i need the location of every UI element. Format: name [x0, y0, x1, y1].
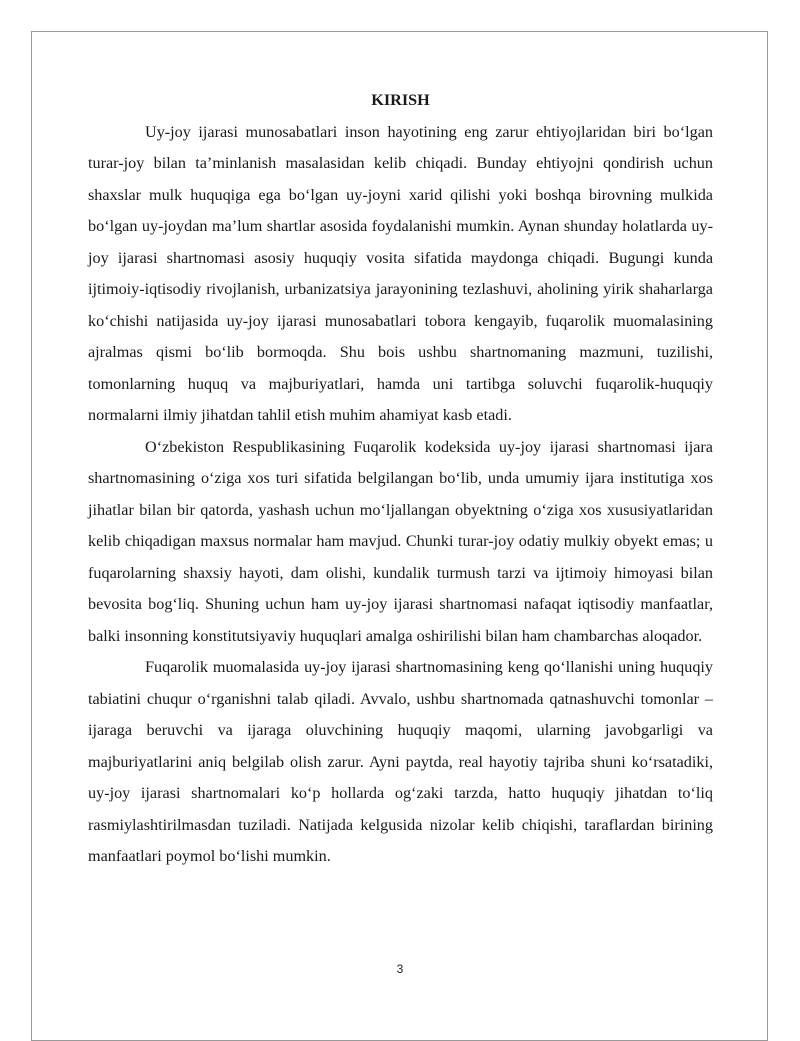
paragraph-1: Uy-joy ijarasi munosabatlari inson hayotining eng zarur ehtiyojlaridan biri bo‘lgan turar-joy bilan ta’minlanish masalasidan kelib chiqadi. Bunday ehtiyojni qondirish uchun shaxslar mulk huquqiga ega bo‘lgan uy-joyni xarid qilishi yoki boshqa birovning mulkida bo‘lgan uy-joydan ma’lum shartlar asosida foydalanishi mumkin. Aynan shunday holatlarda uy-joy ijarasi shartnomasi asosiy huquqiy vosita sifatida maydonga chiqadi. Bugungi kunda ijtimoiy-iqtisodiy rivojlanish, urbanizatsiya jarayonining tezlashuvi, aholining yirik shaharlarga ko‘chishi natijasida uy-joy ijarasi munosabatlari tobora kengayib, fuqarolik muomalasining ajralmas qismi bo‘lib bormoqda. Shu bois ushbu shartnomaning mazmuni, tuzilishi, tomonlarning huquq va majburiyatlari, hamda uni tartibga soluvchi fuqarolik-huquqiy normalarni ilmiy jihatdan tahlil etish muhim ahamiyat kasb etadi. — [88, 122, 713, 424]
paragraph-2: O‘zbekiston Respublikasining Fuqarolik kodeksida uy-joy ijarasi shartnomasi ijara shartnomasining o‘ziga xos turi sifatida belgilangan bo‘lib, unda umumiy ijara institutiga xos jihatlar bilan bir qatorda, yashash uchun mo‘ljallangan obyektning o‘ziga xos xususiyatlaridan kelib chiqadigan maxsus normalar ham mavjud. Chunki turar-joy odatiy mulkiy obyekt emas; u fuqarolarning shaxsiy hayoti, dam olishi, kundalik turmush tarzi va ijtimoiy himoyasi bilan bevosita bog‘liq. Shuning uchun ham uy-joy ijarasi shartnomasi nafaqat iqtisodiy manfaatlar, balki insonning konstitutsiyaviy huquqlari amalga oshirilishi bilan ham chambarchas aloqador. — [88, 437, 713, 645]
section-heading: KIRISH — [371, 91, 430, 109]
paragraph-3: Fuqarolik muomalasida uy-joy ijarasi shartnomasining keng qo‘llanishi uning huquqiy tabiatini chuqur o‘rganishni talab qiladi. Avvalo, ushbu shartnomada qatnashuvchi tomonlar – ijaraga beruvchi va ijaraga oluvchining huquqiy maqomi, ularning javobgarligi va majburiyatlarini aniq belgilab olish zarur. Ayni paytda, real hayotiy tajriba shuni ko‘rsatadiki, uy-joy ijarasi shartnomalari ko‘p hollarda og‘zaki tarzda, hatto huquqiy jihatdan to‘liq rasmiylashtirilmasdan tuziladi. Natijada kelgusida nizolar kelib chiqishi, taraflardan birining manfaatlari poymol bo‘lishi mumkin. — [88, 658, 713, 865]
document-body — [88, 85, 713, 873]
page-number: 3 — [396, 962, 404, 976]
